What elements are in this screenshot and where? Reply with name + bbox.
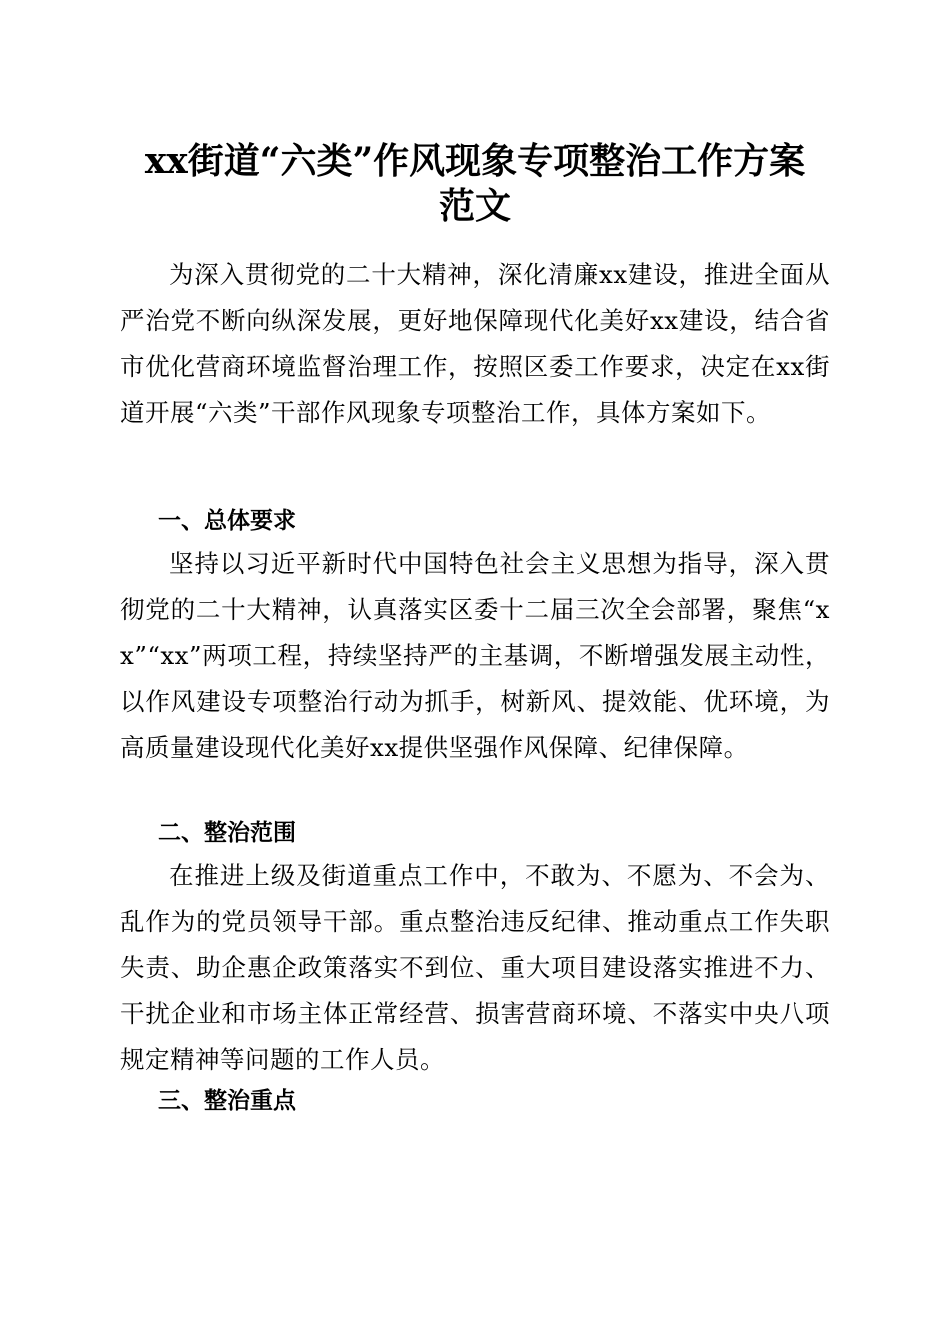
- section-paragraph-requirements: 坚持以习近平新时代中国特色社会主义思想为指导，深入贯彻党的二十大精神，认真落实区委十二届三次全会部署，聚焦“xx”“xx”两项工程，持续坚持严的主基调，不断增强发展主动性，以作风建设专项整治行动为抓手，树新风、提效能、优环境，为高质量建设现代化美好xx提供坚强作风保障、纪律保障。: [120, 549, 830, 762]
- section-heading-focus: 三、整治重点: [158, 1088, 296, 1114]
- section-paragraph-scope: 在推进上级及街道重点工作中，不敢为、不愿为、不会为、乱作为的党员领导干部。重点整治违反纪律、推动重点工作失职失责、助企惠企政策落实不到位、重大项目建设落实推进不力、干扰企业和市场主体正常经营、损害营商环境、不落实中央八项规定精神等问题的工作人员。: [120, 861, 830, 1074]
- intro-paragraph: 为深入贯彻党的二十大精神，深化清廉xx建设，推进全面从严治党不断向纵深发展，更好地保障现代化美好xx建设，结合省市优化营商环境监督治理工作，按照区委工作要求，决定在xx街道开展“六类”干部作风现象专项整治工作，具体方案如下。: [120, 260, 830, 427]
- document-title-line-2: 范文: [438, 185, 511, 227]
- section-heading-requirements: 一、总体要求: [158, 508, 296, 534]
- section-heading-scope: 二、整治范围: [158, 820, 296, 846]
- document-title-line-1: xx街道“六类”作风现象专项整治工作方案: [144, 140, 806, 182]
